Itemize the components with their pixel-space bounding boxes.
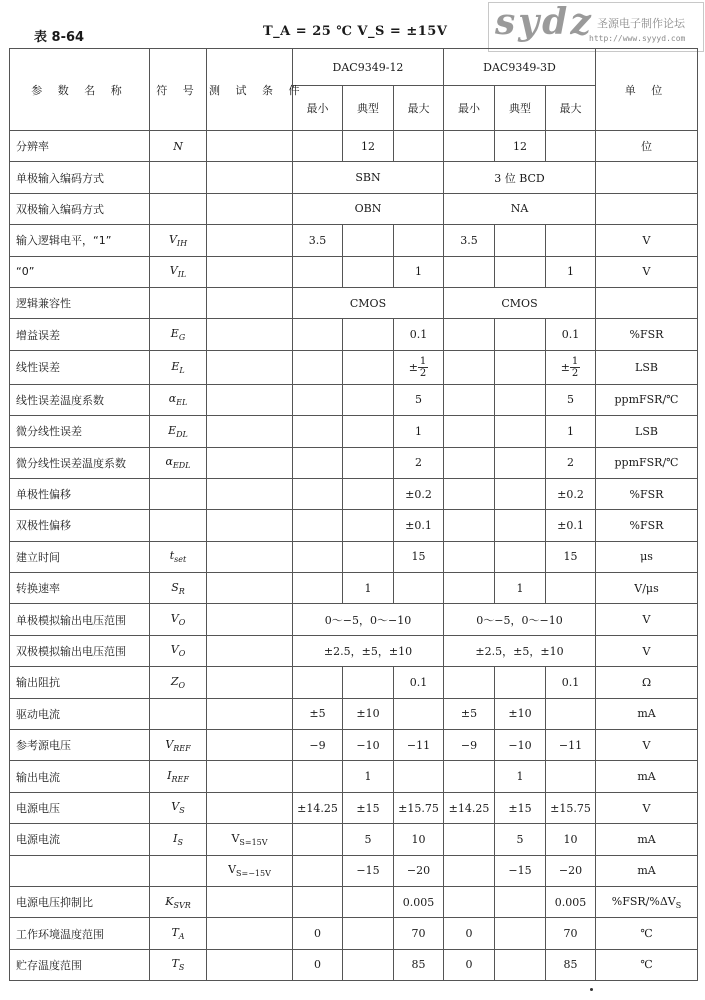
a-min-value bbox=[293, 541, 343, 572]
symbol-cell: $V_{IH}$ bbox=[150, 225, 207, 256]
symbol-cell: $Z_O$ bbox=[150, 667, 207, 698]
table-row bbox=[10, 855, 698, 886]
condition-cell bbox=[207, 730, 293, 761]
b-max-value: ±15.75 bbox=[546, 792, 596, 823]
param-cell: “0” bbox=[10, 256, 150, 287]
b-max-value: 1 bbox=[546, 256, 596, 287]
a-min-value bbox=[293, 824, 343, 855]
table-row bbox=[10, 541, 698, 572]
symbol-cell: $V_{IL}$ bbox=[150, 256, 207, 287]
a-typ-value bbox=[343, 350, 394, 384]
b-typ-value: 1 bbox=[495, 761, 546, 792]
condition-cell bbox=[207, 131, 293, 162]
condition-cell bbox=[207, 256, 293, 287]
unit-cell: ppmFSR/℃ bbox=[596, 384, 698, 415]
condition-cell bbox=[207, 510, 293, 541]
param-cell: 输入逻辑电平，“1” bbox=[10, 225, 150, 256]
a-min-value bbox=[293, 131, 343, 162]
a-min-value bbox=[293, 384, 343, 415]
param-cell: 增益误差 bbox=[10, 319, 150, 350]
a-typ-value bbox=[343, 510, 394, 541]
a-min-value bbox=[293, 573, 343, 604]
table-row bbox=[10, 256, 698, 287]
test-conditions: T_A = 25 ℃ V_S = ±15V bbox=[263, 24, 448, 39]
a-min-value: −9 bbox=[293, 730, 343, 761]
unit-cell bbox=[596, 162, 698, 193]
watermark-url: http://www.syyyd.com bbox=[589, 34, 686, 43]
b-typ-value bbox=[495, 478, 546, 509]
unit-cell: mA bbox=[596, 824, 698, 855]
symbol-cell bbox=[150, 162, 207, 193]
b-min-value bbox=[444, 824, 495, 855]
table-row bbox=[10, 792, 698, 823]
symbol-cell: $V_S$ bbox=[150, 792, 207, 823]
table-number: 表 8-64 bbox=[34, 30, 85, 45]
table-row bbox=[10, 447, 698, 478]
b-typ-value: 5 bbox=[495, 824, 546, 855]
b-typ-value bbox=[495, 350, 546, 384]
param-cell: 双极输入编码方式 bbox=[10, 193, 150, 224]
table-row bbox=[10, 319, 698, 350]
b-max-value: 2 bbox=[546, 447, 596, 478]
b-max-value bbox=[546, 761, 596, 792]
condition-cell bbox=[207, 541, 293, 572]
symbol-cell bbox=[150, 698, 207, 729]
b-typ-value bbox=[495, 256, 546, 287]
a-typ-value: 1 bbox=[343, 761, 394, 792]
symbol-cell bbox=[150, 478, 207, 509]
param-cell: 电源电压抑制比 bbox=[10, 886, 150, 917]
group-b-value: ±2.5，±5，±10 bbox=[444, 635, 596, 666]
b-typ-value: 1 bbox=[495, 573, 546, 604]
a-min-value bbox=[293, 510, 343, 541]
a-min-value bbox=[293, 478, 343, 509]
b-max-value bbox=[546, 131, 596, 162]
symbol-cell: $V_O$ bbox=[150, 604, 207, 635]
a-min-value bbox=[293, 667, 343, 698]
table-row bbox=[10, 225, 698, 256]
b-max-value: 1 bbox=[546, 416, 596, 447]
a-max-value: ± $\frac{1}{2}$ bbox=[394, 350, 444, 384]
b-min-value bbox=[444, 761, 495, 792]
unit-cell: mA bbox=[596, 698, 698, 729]
condition-cell bbox=[207, 949, 293, 980]
condition-cell bbox=[207, 667, 293, 698]
header-group-b: DAC9349-3D bbox=[444, 49, 596, 86]
unit-cell: LSB bbox=[596, 350, 698, 384]
unit-cell: %FSR bbox=[596, 510, 698, 541]
a-max-value: 0.1 bbox=[394, 319, 444, 350]
condition-cell bbox=[207, 319, 293, 350]
unit-cell: LSB bbox=[596, 416, 698, 447]
param-cell: 线性误差温度系数 bbox=[10, 384, 150, 415]
b-max-value: 0.1 bbox=[546, 667, 596, 698]
param-cell: 微分线性误差温度系数 bbox=[10, 447, 150, 478]
b-typ-value bbox=[495, 447, 546, 478]
b-min-value bbox=[444, 131, 495, 162]
b-min-value bbox=[444, 667, 495, 698]
condition-cell bbox=[207, 225, 293, 256]
b-min-value bbox=[444, 447, 495, 478]
header-param: 参 数 名 称 bbox=[10, 49, 150, 131]
table-row bbox=[10, 667, 698, 698]
a-typ-value bbox=[343, 918, 394, 949]
param-cell: 电源电流 bbox=[10, 824, 150, 855]
a-typ-value bbox=[343, 256, 394, 287]
param-cell: 贮存温度范围 bbox=[10, 949, 150, 980]
condition-cell bbox=[207, 698, 293, 729]
unit-cell: %FSR bbox=[596, 319, 698, 350]
table-row bbox=[10, 573, 698, 604]
b-min-value: −9 bbox=[444, 730, 495, 761]
a-max-value: −20 bbox=[394, 855, 444, 886]
watermark bbox=[488, 2, 704, 52]
condition-cell bbox=[207, 635, 293, 666]
header-b-min: 最小 bbox=[444, 86, 495, 131]
b-typ-value bbox=[495, 541, 546, 572]
a-typ-value: −15 bbox=[343, 855, 394, 886]
a-min-value bbox=[293, 447, 343, 478]
a-max-value bbox=[394, 225, 444, 256]
param-cell: 转换速率 bbox=[10, 573, 150, 604]
condition-cell bbox=[207, 162, 293, 193]
group-b-value: 3 位 BCD bbox=[444, 162, 596, 193]
param-cell: 建立时间 bbox=[10, 541, 150, 572]
param-cell: 参考源电压 bbox=[10, 730, 150, 761]
a-typ-value: 5 bbox=[343, 824, 394, 855]
b-typ-value: 12 bbox=[495, 131, 546, 162]
symbol-cell: $\alpha_{EL}$ bbox=[150, 384, 207, 415]
table-row bbox=[10, 635, 698, 666]
a-max-value: 70 bbox=[394, 918, 444, 949]
a-typ-value: 12 bbox=[343, 131, 394, 162]
b-typ-value bbox=[495, 384, 546, 415]
b-typ-value: −15 bbox=[495, 855, 546, 886]
a-min-value bbox=[293, 416, 343, 447]
symbol-cell: $T_A$ bbox=[150, 918, 207, 949]
b-min-value bbox=[444, 256, 495, 287]
a-min-value: ±14.25 bbox=[293, 792, 343, 823]
b-typ-value: ±15 bbox=[495, 792, 546, 823]
condition-cell bbox=[207, 287, 293, 318]
b-max-value: ±0.1 bbox=[546, 510, 596, 541]
symbol-cell: $T_S$ bbox=[150, 949, 207, 980]
symbol-cell bbox=[150, 855, 207, 886]
a-min-value: 3.5 bbox=[293, 225, 343, 256]
table-row bbox=[10, 886, 698, 917]
watermark-logo: sydz bbox=[495, 1, 594, 43]
a-typ-value bbox=[343, 384, 394, 415]
table-row bbox=[10, 730, 698, 761]
param-cell: 双极性偏移 bbox=[10, 510, 150, 541]
param-cell: 单极模拟输出电压范围 bbox=[10, 604, 150, 635]
a-max-value bbox=[394, 573, 444, 604]
param-cell: 逻辑兼容性 bbox=[10, 287, 150, 318]
header-b-max: 最大 bbox=[546, 86, 596, 131]
condition-cell bbox=[207, 886, 293, 917]
header-group-a: DAC9349-12 bbox=[293, 49, 444, 86]
symbol-cell: $K_{SVR}$ bbox=[150, 886, 207, 917]
a-max-value: 15 bbox=[394, 541, 444, 572]
a-typ-value bbox=[343, 541, 394, 572]
b-typ-value bbox=[495, 949, 546, 980]
b-max-value bbox=[546, 573, 596, 604]
b-min-value bbox=[444, 319, 495, 350]
condition-cell bbox=[207, 416, 293, 447]
a-min-value: 0 bbox=[293, 949, 343, 980]
b-typ-value: ±10 bbox=[495, 698, 546, 729]
condition-cell bbox=[207, 761, 293, 792]
condition-cell bbox=[207, 478, 293, 509]
a-typ-value: ±10 bbox=[343, 698, 394, 729]
symbol-cell bbox=[150, 287, 207, 318]
b-min-value bbox=[444, 855, 495, 886]
param-cell: 单极性偏移 bbox=[10, 478, 150, 509]
table-row bbox=[10, 131, 698, 162]
a-typ-value bbox=[343, 949, 394, 980]
condition-cell bbox=[207, 792, 293, 823]
symbol-cell: $E_G$ bbox=[150, 319, 207, 350]
a-max-value: ±0.2 bbox=[394, 478, 444, 509]
unit-cell: $\%FSR/\%\Delta V_S$ bbox=[596, 886, 698, 917]
b-typ-value: −10 bbox=[495, 730, 546, 761]
group-a-value: OBN bbox=[293, 193, 444, 224]
a-max-value: −11 bbox=[394, 730, 444, 761]
a-typ-value: −10 bbox=[343, 730, 394, 761]
table-row bbox=[10, 918, 698, 949]
unit-cell: 位 bbox=[596, 131, 698, 162]
unit-cell: V/μs bbox=[596, 573, 698, 604]
table-row bbox=[10, 416, 698, 447]
group-b-value: 0～−5，0～−10 bbox=[444, 604, 596, 635]
b-max-value: 15 bbox=[546, 541, 596, 572]
b-max-value: 0.1 bbox=[546, 319, 596, 350]
unit-cell: %FSR bbox=[596, 478, 698, 509]
table-row bbox=[10, 510, 698, 541]
symbol-cell: $E_L$ bbox=[150, 350, 207, 384]
unit-cell: V bbox=[596, 604, 698, 635]
table-row bbox=[10, 824, 698, 855]
group-a-value: 0～−5，0～−10 bbox=[293, 604, 444, 635]
a-min-value bbox=[293, 350, 343, 384]
table-row bbox=[10, 949, 698, 980]
a-max-value bbox=[394, 698, 444, 729]
symbol-cell: $E_{DL}$ bbox=[150, 416, 207, 447]
a-max-value bbox=[394, 131, 444, 162]
table-row bbox=[10, 384, 698, 415]
param-cell: 电源电压 bbox=[10, 792, 150, 823]
table-row bbox=[10, 478, 698, 509]
table-row bbox=[10, 193, 698, 224]
condition-cell bbox=[207, 918, 293, 949]
watermark-site-name: 圣源电子制作论坛 bbox=[597, 17, 685, 30]
table-row bbox=[10, 287, 698, 318]
b-min-value: ±14.25 bbox=[444, 792, 495, 823]
b-typ-value bbox=[495, 886, 546, 917]
condition-cell bbox=[207, 384, 293, 415]
b-max-value: 10 bbox=[546, 824, 596, 855]
a-typ-value bbox=[343, 319, 394, 350]
b-typ-value bbox=[495, 918, 546, 949]
unit-cell: μs bbox=[596, 541, 698, 572]
unit-cell: ℃ bbox=[596, 918, 698, 949]
b-typ-value bbox=[495, 225, 546, 256]
a-max-value: ±15.75 bbox=[394, 792, 444, 823]
unit-cell: V bbox=[596, 635, 698, 666]
header-symbol: 符 号 bbox=[150, 49, 207, 131]
header-a-typ: 典型 bbox=[343, 86, 394, 131]
table-row bbox=[10, 604, 698, 635]
a-max-value bbox=[394, 761, 444, 792]
a-min-value bbox=[293, 855, 343, 886]
a-max-value: 0.1 bbox=[394, 667, 444, 698]
unit-cell: mA bbox=[596, 761, 698, 792]
b-min-value bbox=[444, 573, 495, 604]
param-cell: 驱动电流 bbox=[10, 698, 150, 729]
symbol-cell: $S_R$ bbox=[150, 573, 207, 604]
b-typ-value bbox=[495, 416, 546, 447]
param-cell: 输出阻抗 bbox=[10, 667, 150, 698]
a-min-value bbox=[293, 256, 343, 287]
symbol-cell: $V_{REF}$ bbox=[150, 730, 207, 761]
symbol-cell: $V_O$ bbox=[150, 635, 207, 666]
a-typ-value: 1 bbox=[343, 573, 394, 604]
b-max-value: 0.005 bbox=[546, 886, 596, 917]
a-typ-value bbox=[343, 416, 394, 447]
condition-cell: $V_{S=-15V}$ bbox=[207, 855, 293, 886]
b-typ-value bbox=[495, 319, 546, 350]
b-min-value bbox=[444, 350, 495, 384]
symbol-cell: $t_{set}$ bbox=[150, 541, 207, 572]
a-typ-value bbox=[343, 447, 394, 478]
b-min-value bbox=[444, 510, 495, 541]
b-max-value bbox=[546, 225, 596, 256]
table-row bbox=[10, 698, 698, 729]
condition-cell bbox=[207, 573, 293, 604]
a-typ-value bbox=[343, 886, 394, 917]
page-mark bbox=[590, 988, 593, 991]
b-min-value: 0 bbox=[444, 949, 495, 980]
param-cell: 单极输入编码方式 bbox=[10, 162, 150, 193]
a-max-value: 2 bbox=[394, 447, 444, 478]
a-max-value: 1 bbox=[394, 256, 444, 287]
condition-cell bbox=[207, 604, 293, 635]
symbol-cell: N bbox=[150, 131, 207, 162]
b-max-value: 5 bbox=[546, 384, 596, 415]
b-max-value bbox=[546, 698, 596, 729]
unit-cell bbox=[596, 193, 698, 224]
condition-cell: $V_{S=15V}$ bbox=[207, 824, 293, 855]
unit-cell: V bbox=[596, 730, 698, 761]
header-unit: 单 位 bbox=[596, 49, 698, 131]
b-min-value: 3.5 bbox=[444, 225, 495, 256]
a-typ-value bbox=[343, 667, 394, 698]
a-min-value bbox=[293, 319, 343, 350]
a-max-value: 85 bbox=[394, 949, 444, 980]
table-row bbox=[10, 162, 698, 193]
symbol-cell: $\alpha_{EDL}$ bbox=[150, 447, 207, 478]
a-typ-value bbox=[343, 225, 394, 256]
b-max-value: ±0.2 bbox=[546, 478, 596, 509]
unit-cell: ppmFSR/℃ bbox=[596, 447, 698, 478]
group-a-value: SBN bbox=[293, 162, 444, 193]
param-cell: 微分线性误差 bbox=[10, 416, 150, 447]
b-max-value: 70 bbox=[546, 918, 596, 949]
symbol-cell bbox=[150, 510, 207, 541]
table-row bbox=[10, 761, 698, 792]
header-a-max: 最大 bbox=[394, 86, 444, 131]
a-max-value: 1 bbox=[394, 416, 444, 447]
param-cell: 线性误差 bbox=[10, 350, 150, 384]
b-min-value bbox=[444, 478, 495, 509]
header-b-typ: 典型 bbox=[495, 86, 546, 131]
group-a-value: CMOS bbox=[293, 287, 444, 318]
b-typ-value bbox=[495, 667, 546, 698]
condition-cell bbox=[207, 447, 293, 478]
b-typ-value bbox=[495, 510, 546, 541]
a-max-value: 5 bbox=[394, 384, 444, 415]
header-condition: 测 试 条 件 bbox=[207, 49, 293, 131]
group-b-value: NA bbox=[444, 193, 596, 224]
b-min-value bbox=[444, 886, 495, 917]
condition-cell bbox=[207, 350, 293, 384]
symbol-cell: $I_{REF}$ bbox=[150, 761, 207, 792]
group-a-value: ±2.5，±5，±10 bbox=[293, 635, 444, 666]
spec-table-body bbox=[10, 131, 698, 981]
group-b-value: CMOS bbox=[444, 287, 596, 318]
b-max-value: ± $\frac{1}{2}$ bbox=[546, 350, 596, 384]
param-cell: 输出电流 bbox=[10, 761, 150, 792]
b-max-value: −20 bbox=[546, 855, 596, 886]
unit-cell: V bbox=[596, 792, 698, 823]
unit-cell: ℃ bbox=[596, 949, 698, 980]
param-cell: 工作环境温度范围 bbox=[10, 918, 150, 949]
param-cell: 分辨率 bbox=[10, 131, 150, 162]
header-a-min: 最小 bbox=[293, 86, 343, 131]
condition-cell bbox=[207, 193, 293, 224]
a-min-value bbox=[293, 886, 343, 917]
b-min-value: ±5 bbox=[444, 698, 495, 729]
a-typ-value: ±15 bbox=[343, 792, 394, 823]
unit-cell: V bbox=[596, 256, 698, 287]
b-max-value: 85 bbox=[546, 949, 596, 980]
a-min-value: 0 bbox=[293, 918, 343, 949]
a-min-value: ±5 bbox=[293, 698, 343, 729]
a-typ-value bbox=[343, 478, 394, 509]
symbol-cell bbox=[150, 193, 207, 224]
unit-cell bbox=[596, 287, 698, 318]
b-min-value bbox=[444, 416, 495, 447]
param-cell bbox=[10, 855, 150, 886]
a-min-value bbox=[293, 761, 343, 792]
b-min-value bbox=[444, 541, 495, 572]
unit-cell: mA bbox=[596, 855, 698, 886]
unit-cell: V bbox=[596, 225, 698, 256]
a-max-value: 0.005 bbox=[394, 886, 444, 917]
a-max-value: 10 bbox=[394, 824, 444, 855]
spec-table bbox=[9, 48, 698, 981]
table-row bbox=[10, 350, 698, 384]
symbol-cell: $I_S$ bbox=[150, 824, 207, 855]
a-max-value: ±0.1 bbox=[394, 510, 444, 541]
param-cell: 双极模拟输出电压范围 bbox=[10, 635, 150, 666]
b-min-value: 0 bbox=[444, 918, 495, 949]
b-max-value: −11 bbox=[546, 730, 596, 761]
unit-cell: Ω bbox=[596, 667, 698, 698]
b-min-value bbox=[444, 384, 495, 415]
